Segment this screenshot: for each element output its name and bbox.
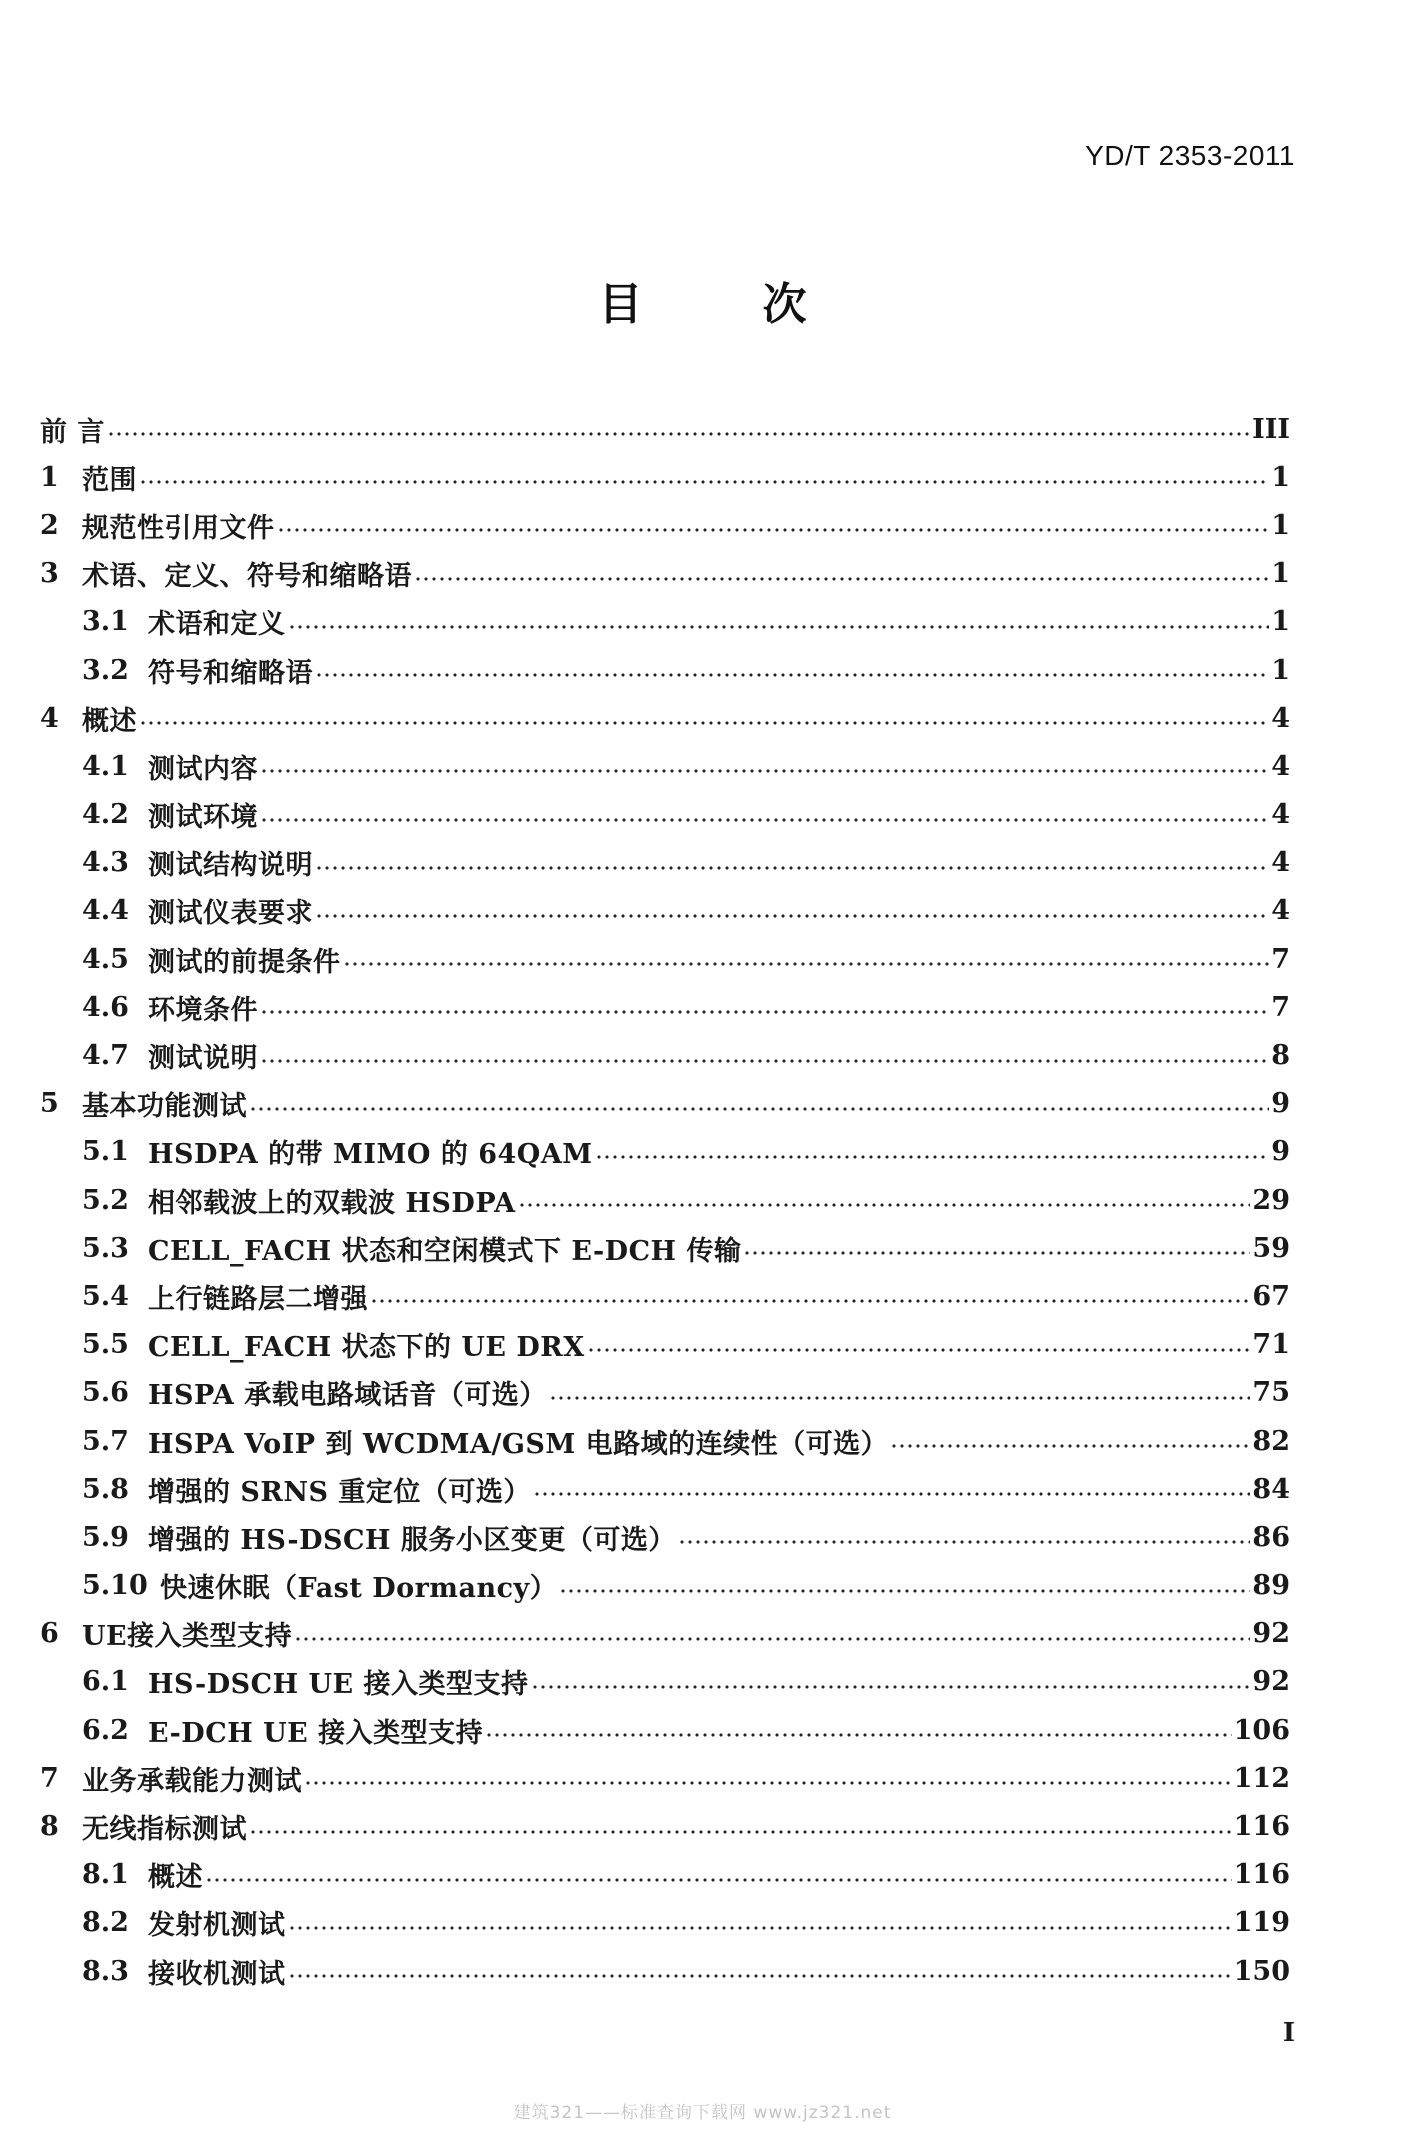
toc-entry-page: 4 <box>1271 750 1290 782</box>
toc-entry[interactable] <box>40 983 1290 1031</box>
toc-entry-title: 上行链路层二增强 <box>148 1283 368 1315</box>
toc-entry[interactable] <box>40 1562 1290 1610</box>
toc-entry[interactable] <box>40 1754 1290 1802</box>
toc-entry[interactable] <box>40 501 1290 549</box>
toc-entry-number: 5.1 <box>82 1136 129 1168</box>
toc-entry[interactable] <box>40 1610 1290 1658</box>
toc-entry-title: 概述 <box>148 1862 203 1894</box>
toc-title-char: 次 <box>762 279 807 330</box>
toc-entry[interactable] <box>40 1369 1290 1417</box>
toc-entry-title: 测试环境 <box>148 802 258 834</box>
toc-entry-page: 8 <box>1271 1040 1290 1072</box>
toc-entry-title: 术语和定义 <box>148 609 286 641</box>
toc-entry[interactable] <box>40 1224 1290 1272</box>
toc-leader-dots <box>343 961 1270 967</box>
toc-leader-dots <box>260 1058 1269 1064</box>
toc-leader-dots <box>277 527 1270 533</box>
page-number: I <box>1282 2018 1295 2048</box>
toc-entry-number: 4.6 <box>82 991 129 1023</box>
toc-entry-page: 67 <box>1252 1280 1290 1312</box>
toc-leader-dots <box>743 1250 1250 1256</box>
toc-title-char: 目 <box>598 279 643 330</box>
toc-entry[interactable] <box>40 1272 1290 1320</box>
toc-entry[interactable] <box>40 1465 1290 1513</box>
toc-entry-number: 7 <box>40 1762 59 1794</box>
toc-title <box>0 268 1405 332</box>
toc-entry-number: 3 <box>40 558 59 590</box>
toc-entry[interactable] <box>40 598 1290 646</box>
toc-entry-title: HS-DSCH UE 接入类型支持 <box>148 1669 529 1701</box>
toc-leader-dots <box>260 817 1269 823</box>
toc-entry[interactable] <box>40 839 1290 887</box>
toc-entry-title: 范围 <box>82 464 137 496</box>
toc-entry-title: 增强的 HS-DSCH 服务小区变更（可选） <box>148 1524 676 1556</box>
toc-entry[interactable] <box>40 791 1290 839</box>
toc-entry-title: 测试仪表要求 <box>148 898 313 930</box>
toc-entry-title: 发射机测试 <box>148 1910 286 1942</box>
toc-entry-title: 相邻载波上的双载波 HSDPA <box>148 1187 516 1219</box>
toc-entry-page: 9 <box>1271 1088 1290 1120</box>
toc-leader-dots <box>288 1973 1232 1979</box>
toc-entry[interactable] <box>40 1706 1290 1754</box>
toc-leader-dots <box>315 913 1269 919</box>
toc-entry-number: 5.3 <box>82 1232 129 1264</box>
watermark: 建筑321——标准查询下载网 www.jz321.net <box>513 2103 892 2123</box>
toc-entry-page: III <box>1252 413 1290 445</box>
toc-entry-title: 无线指标测试 <box>82 1814 247 1846</box>
document-number: YD/T 2353-2011 <box>1085 140 1295 171</box>
toc-entry-page: 112 <box>1233 1762 1290 1794</box>
toc-leader-dots <box>260 1009 1269 1015</box>
toc-entry-title: 前 言 <box>40 416 105 448</box>
toc-entry-page: 116 <box>1233 1811 1290 1843</box>
toc-leader-dots <box>549 1395 1251 1401</box>
toc-entry-page: 7 <box>1271 991 1290 1023</box>
toc-entry[interactable] <box>40 1321 1290 1369</box>
toc-entry-page: 119 <box>1233 1907 1290 1939</box>
toc-entry-number: 3.2 <box>82 654 129 686</box>
toc-leader-dots <box>260 768 1269 774</box>
toc-entry-page: 106 <box>1233 1714 1290 1746</box>
toc-entry[interactable] <box>40 646 1290 694</box>
toc-entry-page: 9 <box>1271 1136 1290 1168</box>
toc-leader-dots <box>288 1925 1232 1931</box>
toc-leader-dots <box>531 1684 1251 1690</box>
toc-leader-dots <box>107 431 1250 437</box>
toc-entry[interactable] <box>40 1513 1290 1561</box>
toc-leader-dots <box>559 1588 1250 1594</box>
toc-leader-dots <box>315 865 1269 871</box>
toc-entry[interactable] <box>40 1947 1290 1995</box>
toc-entry-title: HSPA 承载电路域话音（可选） <box>148 1380 547 1412</box>
toc-entry-page: 150 <box>1233 1955 1290 1987</box>
toc-entry-page: 116 <box>1233 1859 1290 1891</box>
toc-entry-number: 5.10 <box>82 1570 148 1602</box>
toc-leader-dots <box>414 576 1269 582</box>
toc-entry-title: 测试内容 <box>148 753 258 785</box>
toc-entry[interactable] <box>40 935 1290 983</box>
toc-entry[interactable] <box>40 1031 1290 1079</box>
toc-entry-title: 增强的 SRNS 重定位（可选） <box>148 1476 531 1508</box>
toc-entry-number: 8.3 <box>82 1955 129 1987</box>
toc-leader-dots <box>518 1202 1251 1208</box>
toc-entry-number: 4.5 <box>82 943 129 975</box>
toc-entry-page: 4 <box>1271 847 1290 879</box>
toc-entry-number: 4.2 <box>82 799 129 831</box>
toc-entry-page: 29 <box>1252 1184 1290 1216</box>
toc-entry-number: 6.2 <box>82 1714 129 1746</box>
toc-entry-title: 概述 <box>82 705 137 737</box>
toc-leader-dots <box>370 1298 1250 1304</box>
toc-entry-title: 测试说明 <box>148 1043 258 1075</box>
toc-leader-dots <box>249 1829 1232 1835</box>
toc-leader-dots <box>139 479 1269 485</box>
toc-entry-title: 环境条件 <box>148 994 258 1026</box>
toc-entry[interactable] <box>40 1802 1290 1850</box>
toc-entry-title: E-DCH UE 接入类型支持 <box>148 1717 484 1749</box>
toc-entry[interactable] <box>40 1899 1290 1947</box>
toc-entry-number: 5.4 <box>82 1280 129 1312</box>
toc-entry[interactable] <box>40 453 1290 501</box>
toc-entry[interactable] <box>40 887 1290 935</box>
toc-entry-page: 7 <box>1271 943 1290 975</box>
toc-entry-page: 75 <box>1252 1377 1290 1409</box>
toc-entry-title: 快速休眠（Fast Dormancy） <box>160 1573 558 1605</box>
toc-entry-number: 5.2 <box>82 1184 129 1216</box>
toc-entry-title: 规范性引用文件 <box>82 512 275 544</box>
toc-entry-title: 测试结构说明 <box>148 850 313 882</box>
toc-entry-number: 5.5 <box>82 1329 129 1361</box>
toc-entry-page: 1 <box>1271 509 1290 541</box>
toc-entry-title: UE接入类型支持 <box>82 1621 293 1653</box>
toc-leader-dots <box>315 672 1269 678</box>
toc-entry-page: 71 <box>1252 1329 1290 1361</box>
toc-entry[interactable] <box>40 742 1290 790</box>
toc-entry-page: 4 <box>1271 702 1290 734</box>
toc-entry-number: 5.9 <box>82 1521 129 1553</box>
toc-entry-number: 4.1 <box>82 750 129 782</box>
toc-leader-dots <box>587 1347 1251 1353</box>
toc-leader-dots <box>304 1780 1232 1786</box>
toc-entry-page: 92 <box>1252 1666 1290 1698</box>
toc-entry-page: 1 <box>1271 606 1290 638</box>
toc-entry-page: 1 <box>1271 558 1290 590</box>
toc-entry-title: 符号和缩略语 <box>148 657 313 689</box>
toc-entry-number: 8.2 <box>82 1907 129 1939</box>
toc-entry-page: 84 <box>1252 1473 1290 1505</box>
toc-leader-dots <box>288 624 1270 630</box>
toc-entry[interactable] <box>40 1851 1290 1899</box>
toc-entry-page: 89 <box>1252 1570 1290 1602</box>
toc-leader-dots <box>533 1491 1251 1497</box>
toc-entry-page: 1 <box>1271 654 1290 686</box>
toc-entry[interactable] <box>40 405 1290 453</box>
toc-entry-number: 4.4 <box>82 895 129 927</box>
toc-entry-title: HSDPA 的带 MIMO 的 64QAM <box>148 1139 593 1171</box>
toc-entry-number: 2 <box>40 509 59 541</box>
toc-entry-title: 术语、定义、符号和缩略语 <box>82 561 412 593</box>
toc-entry-title: 基本功能测试 <box>82 1091 247 1123</box>
toc-leader-dots <box>890 1443 1250 1449</box>
toc-entry-number: 6.1 <box>82 1666 129 1698</box>
toc-entry[interactable] <box>40 1128 1290 1176</box>
toc-entry-page: 4 <box>1271 895 1290 927</box>
toc-entry-number: 3.1 <box>82 606 129 638</box>
toc-entry-number: 4.7 <box>82 1040 129 1072</box>
toc-entry[interactable] <box>40 1417 1290 1465</box>
toc-entry-title: CELL_FACH 状态和空闲模式下 E-DCH 传输 <box>148 1235 742 1267</box>
toc-entry[interactable] <box>40 1176 1290 1224</box>
toc-entry-title: 测试的前提条件 <box>148 946 341 978</box>
toc-leader-dots <box>678 1539 1251 1545</box>
toc-entry-number: 4.3 <box>82 847 129 879</box>
toc-entry-number: 5.7 <box>82 1425 129 1457</box>
toc-entry-title: 接收机测试 <box>148 1958 286 1990</box>
toc-entry-page: 82 <box>1252 1425 1290 1457</box>
toc-list <box>40 405 1290 1995</box>
toc-entry-number: 5 <box>40 1088 59 1120</box>
toc-entry[interactable] <box>40 1658 1290 1706</box>
toc-entry-number: 5.6 <box>82 1377 129 1409</box>
toc-entry-page: 86 <box>1252 1521 1290 1553</box>
toc-leader-dots <box>139 720 1269 726</box>
toc-entry-title: 业务承载能力测试 <box>82 1765 302 1797</box>
toc-entry-number: 5.8 <box>82 1473 129 1505</box>
toc-entry-number: 8 <box>40 1811 59 1843</box>
toc-entry[interactable] <box>40 1080 1290 1128</box>
toc-entry-page: 92 <box>1252 1618 1290 1650</box>
toc-entry-number: 4 <box>40 702 59 734</box>
toc-entry[interactable] <box>40 550 1290 598</box>
toc-entry-page: 59 <box>1252 1232 1290 1264</box>
toc-entry-number: 1 <box>40 461 59 493</box>
toc-entry-title: HSPA VoIP 到 WCDMA/GSM 电路域的连续性（可选） <box>148 1428 889 1460</box>
toc-entry-title: CELL_FACH 状态下的 UE DRX <box>148 1332 585 1364</box>
toc-leader-dots <box>485 1732 1231 1738</box>
toc-leader-dots <box>205 1877 1232 1883</box>
toc-entry-number: 6 <box>40 1618 59 1650</box>
toc-entry[interactable] <box>40 694 1290 742</box>
toc-entry-page: 1 <box>1271 461 1290 493</box>
toc-leader-dots <box>249 1106 1269 1112</box>
toc-leader-dots <box>294 1636 1250 1642</box>
toc-leader-dots <box>595 1154 1270 1160</box>
toc-entry-number: 8.1 <box>82 1859 129 1891</box>
toc-entry-page: 4 <box>1271 799 1290 831</box>
